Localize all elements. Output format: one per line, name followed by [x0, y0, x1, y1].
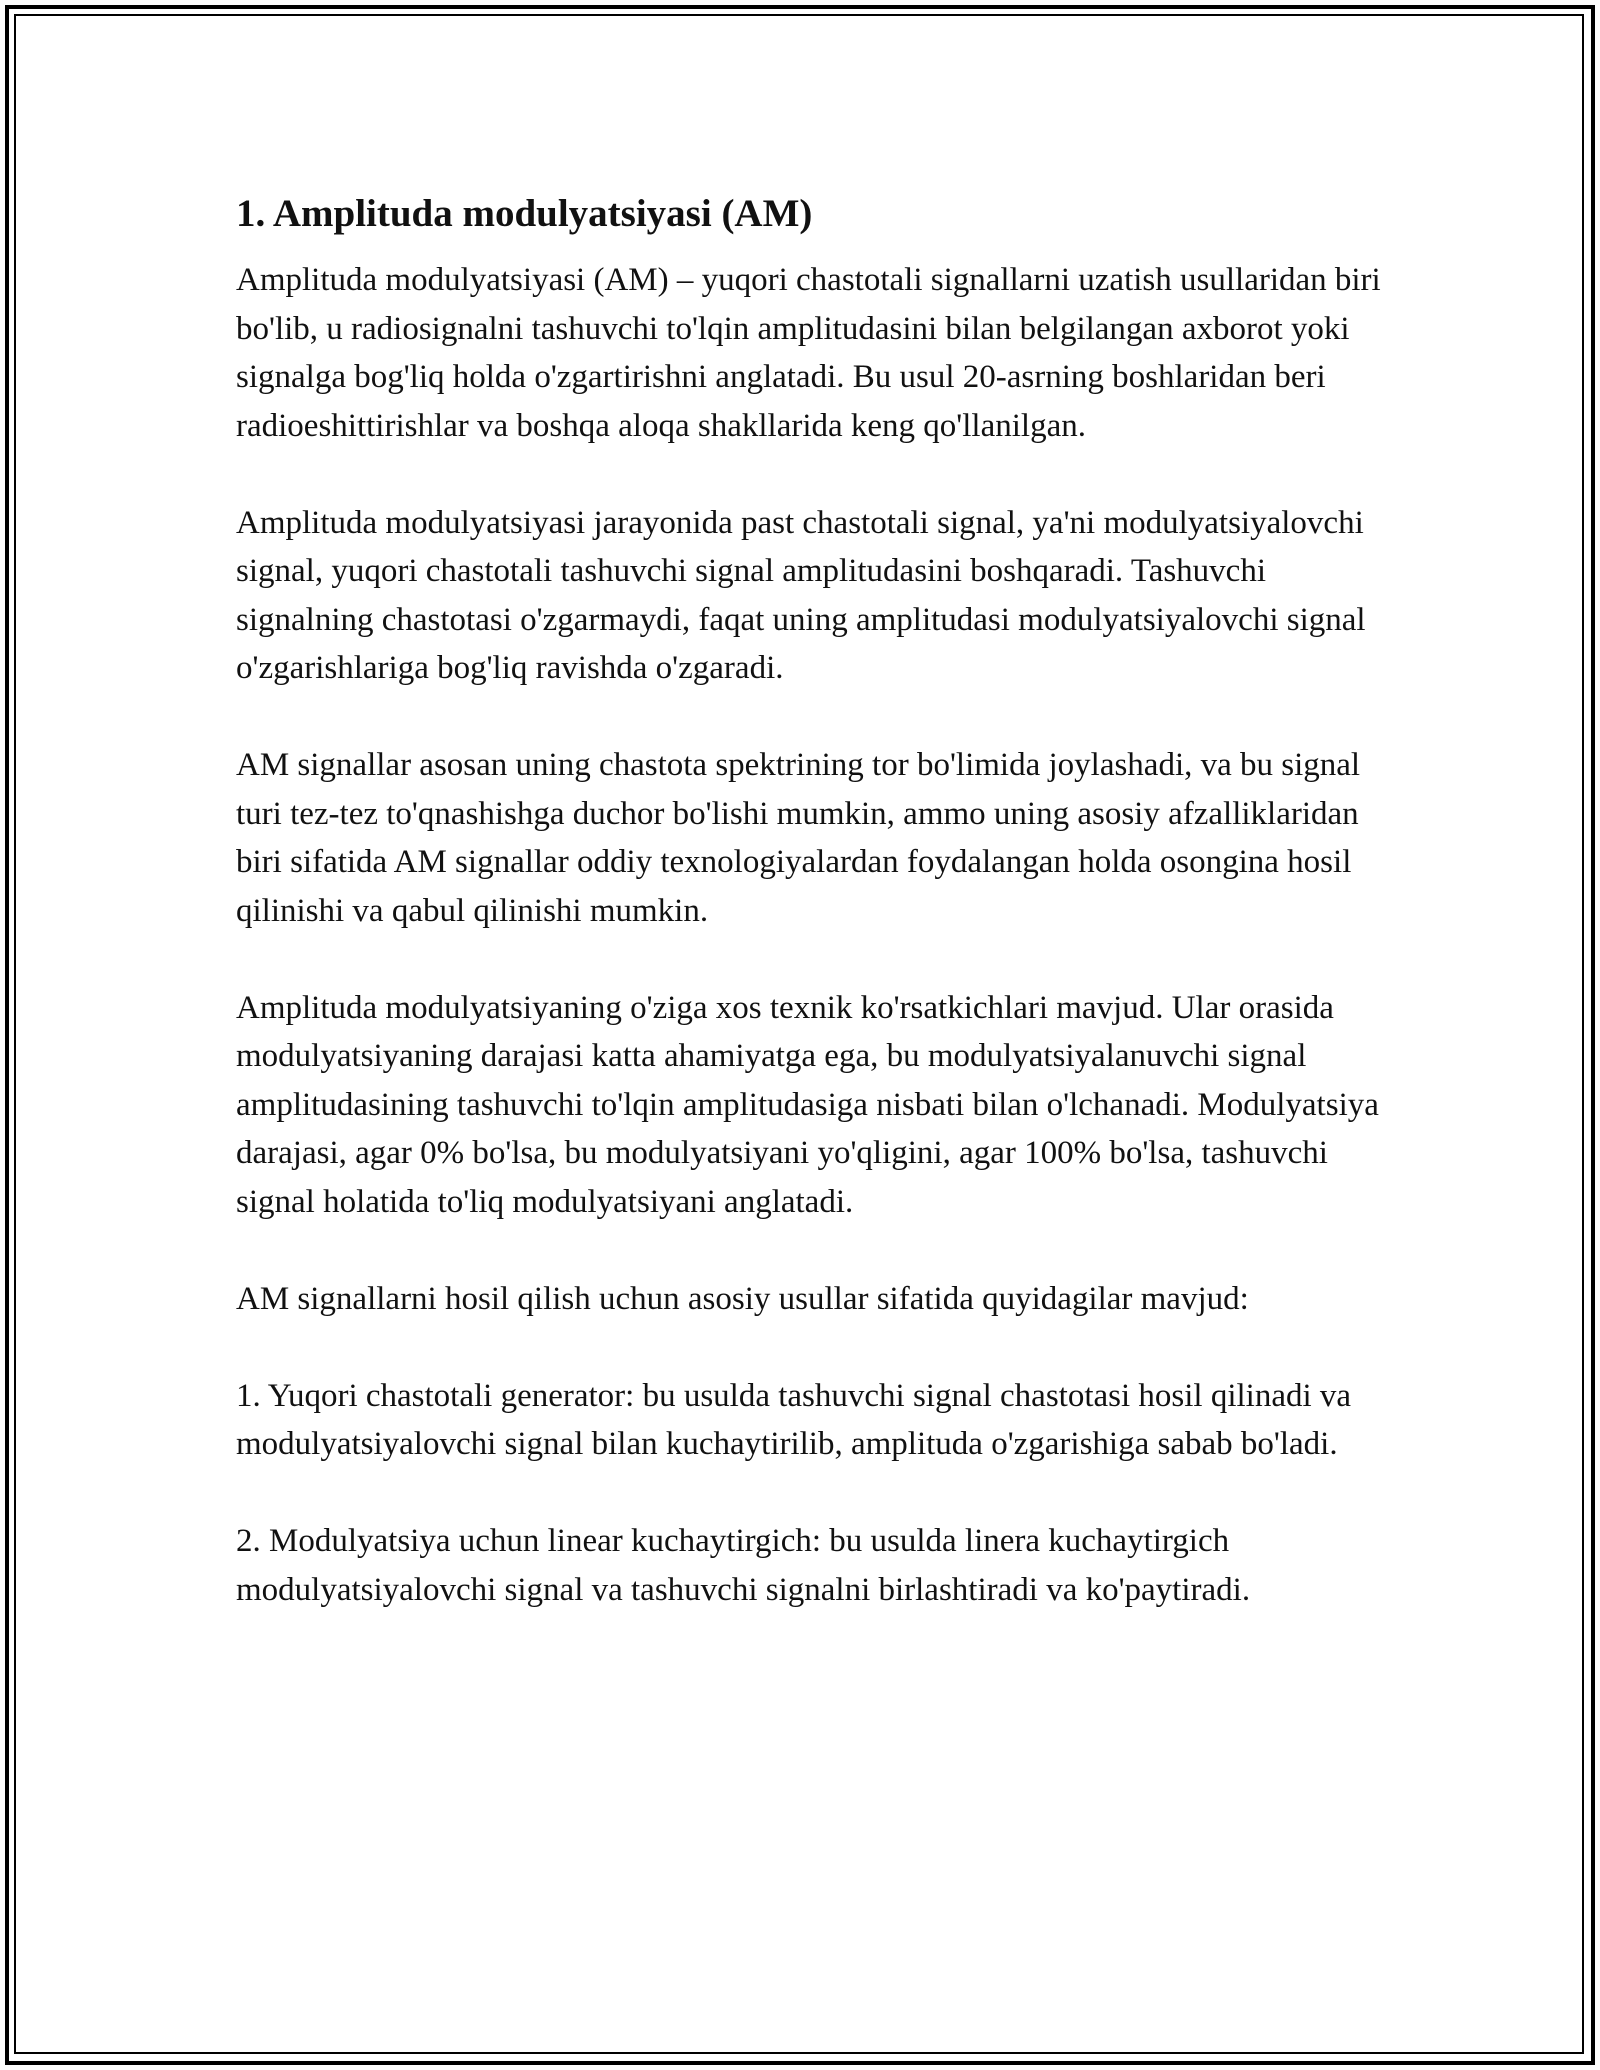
paragraph-spectrum: AM signallar asosan uning chastota spektrining tor bo'limida joylashadi, va bu signal turi tez-tez to'qnashishga duchor bo'lishi mumkin, ammo uning asosiy afzalliklaridan biri sifatida AM signallar oddiy texnologiyalardan foydalangan holda osongina hosil qilinishi va qabul qilinishi mumkin.	[236, 747, 1361, 929]
paragraph-intro: Amplituda modulyatsiyasi (AM) – yuqori chastotali signallarni uzatish usullaridan biri bo'lib, u radiosignalni tashuvchi to'lqin amplitudasini bilan belgilangan axborot yoki signalga bog'liq holda o'zgartirishni anglatadi. Bu usul 20-asrning boshlaridan beri radioeshittirishlar va boshqa aloqa shakllarida keng qo'llanilgan.	[236, 262, 1381, 444]
list-item-method-2: 2. Modulyatsiya uchun linear kuchaytirgich: bu usulda linera kuchaytirgich modulyatsiyalovchi signal va tashuvchi signalni birlashtiradi va ko'paytiradi.	[236, 1523, 1251, 1608]
list-item-method-1: 1. Yuqori chastotali generator: bu usulda tashuvchi signal chastotasi hosil qilinadi va modulyatsiyalovchi signal bilan kuchaytirilib, amplituda o'zgarishiga sabab bo'ladi.	[236, 1377, 1352, 1462]
section-heading: 1. Amplituda modulyatsiyasi (AM)	[236, 192, 813, 235]
paragraph-methods-intro: AM signallarni hosil qilish uchun asosiy usullar sifatida quyidagilar mavjud:	[236, 1280, 1249, 1317]
document-body	[236, 190, 1396, 1663]
paragraph-process: Amplituda modulyatsiyasi jarayonida past chastotali signal, ya'ni modulyatsiyalovchi signal, yuqori chastotali tashuvchi signal amplitudasini boshqaradi. Tashuvchi signalning chastotasi o'zgarmaydi, faqat uning amplitudasi modulyatsiyalovchi signal o'zgarishlariga bog'liq ravishda o'zgaradi.	[236, 504, 1366, 686]
paragraph-modulation-depth: Amplituda modulyatsiyaning o'ziga xos texnik ko'rsatkichlari mavjud. Ular orasida modulyatsiyaning darajasi katta ahamiyatga ega, bu modulyatsiyalanuvchi signal amplitudasining tashuvchi to'lqin amplitudasiga nisbati bilan o'lchanadi. Modulyatsiya darajasi, agar 0% bo'lsa, bu modulyatsiyani yo'qligini, agar 100% bo'lsa, tashuvchi signal holatida to'liq modulyatsiyani anglatadi.	[236, 989, 1379, 1220]
